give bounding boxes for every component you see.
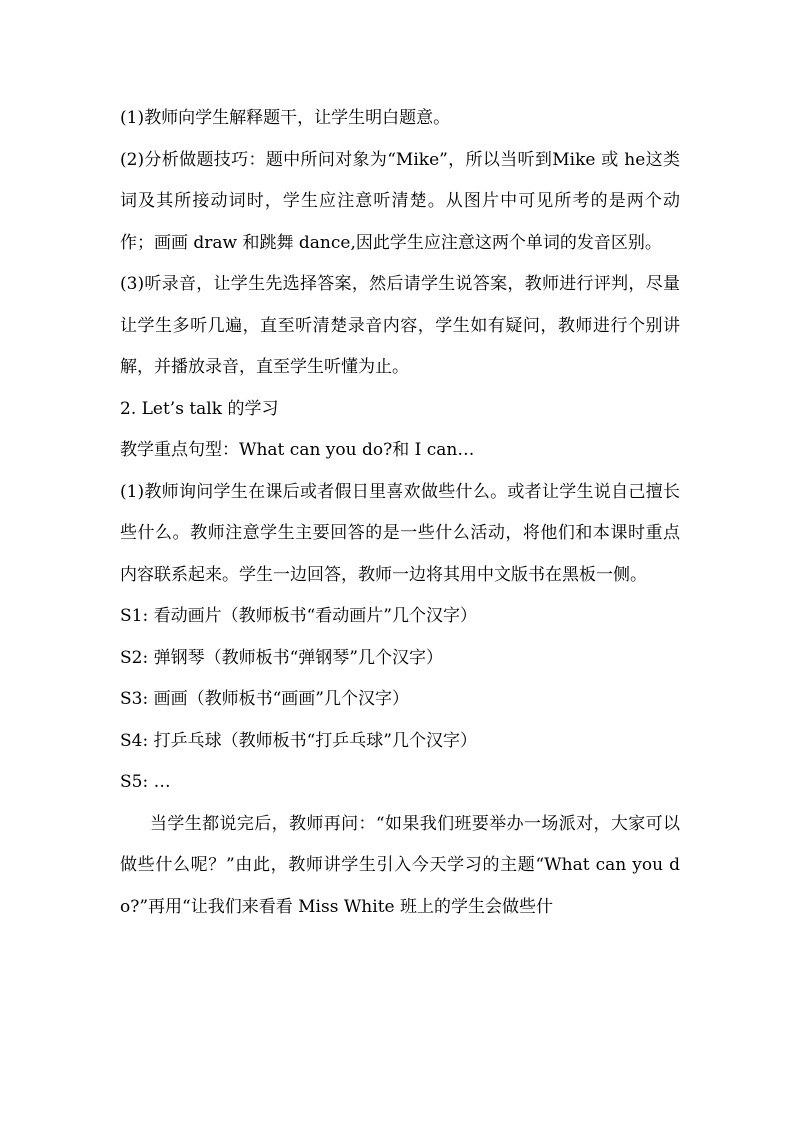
paragraph-topic-intro: 当学生都说完后，教师再问：“如果我们班要举办一场派对，大家可以做些什么呢？”由此，教师讲学生引入今天学习的主题“What can you do?”再用“让我们来看看 Miss White 班上的学生会做些什 [120,813,680,917]
student-answer-s2: S2: 弹钢琴（教师板书“弹钢琴”几个汉字） [120,647,443,668]
key-sentence-pattern: 教学重点句型：What can you do?和 I can… [120,440,475,460]
student-answer-s3: S3: 画画（教师板书“画画”几个汉字） [120,689,409,709]
paragraph-step-2: (2)分析做题技巧：题中所问对象为“Mike”，所以当听到Mike 或 he这类词及其所接动词时，学生应注意听清楚。从图片中可见所考的是两个动作；画画 draw 和跳舞 dance,因此学生应注意这两个单词的发音区别。 [120,149,680,253]
student-answer-s4: S4: 打乒乓球（教师板书“打乒乓球”几个汉字） [120,730,477,751]
document-body [120,98,680,928]
paragraph-step-1: (1)教师向学生解释题干，让学生明白题意。 [120,108,451,128]
paragraph-talk-step-1: (1)教师询问学生在课后或者假日里喜欢做些什么。或者让学生说自己擅长些什么。教师注意学生主要回答的是一些什么活动，将他们和本课时重点内容联系起来。学生一边回答，教师一边将其用中文版书在黑板一侧。 [120,481,680,585]
section-heading-lets-talk: 2. Let’s talk 的学习 [120,398,279,419]
student-answer-s1: S1: 看动画片（教师板书“看动画片”几个汉字） [120,606,477,626]
paragraph-step-3: (3)听录音，让学生先选择答案，然后请学生说答案，教师进行评判，尽量让学生多听几遍，直至听清楚录音内容，学生如有疑问，教师进行个别讲解，并播放录音，直至学生听懂为止。 [120,274,680,377]
student-answer-s5: S5: … [120,772,171,792]
